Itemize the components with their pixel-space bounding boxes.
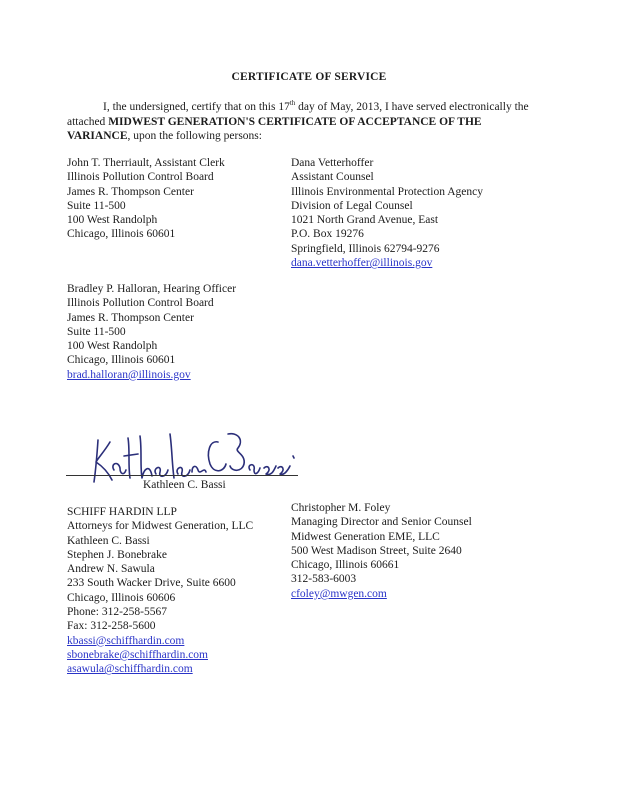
address-line: 233 South Wacker Drive, Suite 6600	[67, 577, 236, 590]
intro-superscript: th	[289, 99, 296, 108]
address-line: Illinois Pollution Control Board	[67, 297, 214, 310]
address-line: James R. Thompson Center	[67, 185, 194, 198]
address-line: Chicago, Illinois 60606	[67, 591, 176, 604]
signer-name: Kathleen C. Bassi	[143, 479, 226, 491]
intro-text-3: , upon the following persons:	[127, 130, 262, 142]
address-line: 1021 North Grand Avenue, East	[291, 214, 439, 227]
address-line: Andrew N. Sawula	[67, 563, 155, 576]
signature-line	[66, 475, 298, 476]
address-line: Dana Vetterhoffer	[291, 157, 374, 169]
address-line: Stephen J. Bonebrake	[67, 548, 167, 561]
address-line: Fax: 312-258-5600	[67, 620, 156, 633]
email-link-asawula[interactable]: asawula@schiffhardin.com	[67, 663, 193, 676]
address-line: Illinois Environmental Protection Agency	[291, 185, 483, 198]
address-line: Assistant Counsel	[291, 171, 374, 184]
address-line: Springfield, Illinois 62794-9276	[291, 242, 440, 255]
counsel-schiff-hardin	[67, 505, 253, 677]
intro-text-2: day of May, 2013, I have served electronically the attached	[67, 101, 529, 128]
email-link-halloran[interactable]: brad.halloran@illinois.gov	[67, 368, 191, 381]
email-link-cfoley[interactable]: cfoley@mwgen.com	[291, 587, 387, 600]
address-line: John T. Therriault, Assistant Clerk	[67, 157, 225, 169]
address-line: 500 West Madison Street, Suite 2640	[291, 544, 462, 557]
address-line: Bradley P. Halloran, Hearing Officer	[67, 283, 237, 295]
address-line: James R. Thompson Center	[67, 311, 194, 324]
address-line: P.O. Box 19276	[291, 228, 364, 241]
page-title: CERTIFICATE OF SERVICE	[231, 71, 387, 83]
email-link-kbassi[interactable]: kbassi@schiffhardin.com	[67, 634, 185, 647]
address-line: Illinois Pollution Control Board	[67, 171, 214, 184]
intro-text-1: I, the undersigned, certify that on this 17	[103, 101, 290, 113]
email-link-vetterhoffer[interactable]: dana.vetterhoffer@illinois.gov	[291, 257, 433, 270]
address-line: 100 West Randolph	[67, 340, 158, 353]
recipient-vetterhoffer	[291, 156, 483, 270]
address-line: Midwest Generation EME, LLC	[291, 530, 440, 543]
recipient-halloran	[67, 282, 236, 382]
address-line: Chicago, Illinois 60601	[67, 354, 176, 367]
email-link-sbonebrake[interactable]: sbonebrake@schiffhardin.com	[67, 648, 208, 661]
address-line: Managing Director and Senior Counsel	[291, 516, 472, 529]
address-line: 312-583-6003	[291, 573, 357, 586]
intro-paragraph	[67, 100, 547, 144]
address-line: 100 West Randolph	[67, 214, 158, 227]
address-line: SCHIFF HARDIN LLP	[67, 506, 177, 518]
address-line: Suite 11-500	[67, 325, 126, 338]
address-line: Division of Legal Counsel	[291, 199, 413, 212]
recipient-therriault	[67, 156, 225, 242]
intro-document-title: MIDWEST GENERATION'S CERTIFICATE OF ACCEPTANCE OF THE VARIANCE	[67, 115, 482, 142]
counsel-foley	[291, 501, 472, 601]
address-line: Attorneys for Midwest Generation, LLC	[67, 520, 254, 533]
address-line: Chicago, Illinois 60661	[291, 559, 400, 572]
address-line: Chicago, Illinois 60601	[67, 228, 176, 241]
address-line: Phone: 312-258-5567	[67, 606, 167, 619]
address-line: Kathleen C. Bassi	[67, 534, 150, 547]
address-line: Christopher M. Foley	[291, 502, 391, 514]
address-line: Suite 11-500	[67, 199, 126, 212]
